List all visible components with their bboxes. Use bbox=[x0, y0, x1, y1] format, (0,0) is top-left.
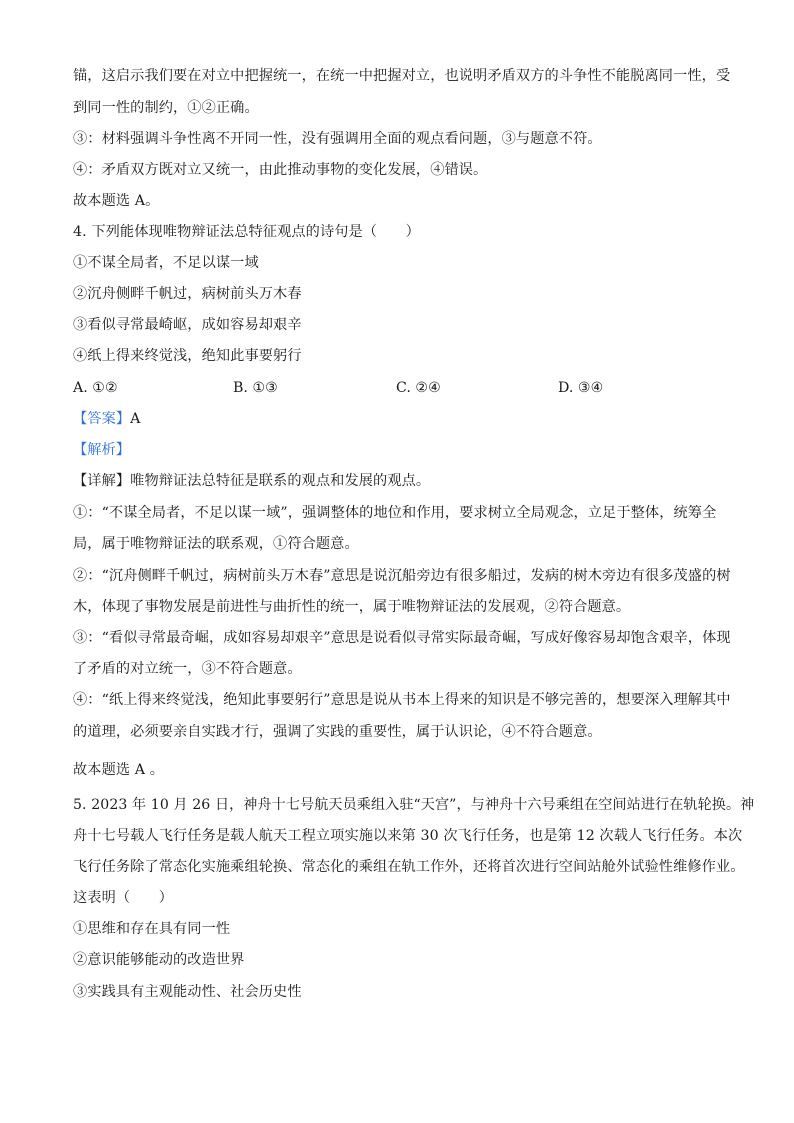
question-5-item: ②意识能够能动的改造世界 bbox=[73, 952, 245, 968]
question-5-stem: 这表明（ ） bbox=[73, 890, 174, 906]
answer-tag: 【答案】 bbox=[73, 411, 131, 427]
question-5-stem: 飞行任务除了常态化实施乘组轮换、常态化的乘组在轨工作外，还将首次进行空间站舱外试验性维修作业。 bbox=[73, 859, 745, 875]
option-d: D. ③④ bbox=[558, 380, 604, 396]
option-b: B. ①③ bbox=[233, 380, 278, 396]
option-a: A. ①② bbox=[73, 380, 118, 396]
text-line: ④：矛盾双方既对立又统一，由此推动事物的变化发展，④错误。 bbox=[73, 162, 488, 178]
option-c: C. ②④ bbox=[396, 380, 441, 396]
detail-line bbox=[73, 471, 430, 491]
answer-line bbox=[73, 409, 141, 429]
explain-line: 了矛盾的对立统一，③不符合题意。 bbox=[73, 661, 302, 677]
explain-line: 木，体现了事物发展是前进性与曲折性的统一，属于唯物辩证法的发展观，②符合题意。 bbox=[73, 599, 631, 615]
answer-value: A bbox=[130, 411, 141, 427]
question-5-item: ③实践具有主观能动性、社会历史性 bbox=[73, 984, 302, 1000]
text-line: 故本题选 A。 bbox=[73, 193, 160, 209]
analysis-line bbox=[73, 440, 130, 460]
detail-tag: 【详解】 bbox=[73, 473, 131, 489]
explain-line: 局，属于唯物辩证法的联系观，①符合题意。 bbox=[73, 536, 359, 552]
text-line: 到同一性的制约，①②正确。 bbox=[73, 100, 259, 116]
explain-line: ④：“纸上得来终觉浅，绝知此事要躬行”意思是说从书本上得来的知识是不够完善的，想要深入理解其中 bbox=[73, 692, 731, 708]
analysis-tag: 【解析】 bbox=[73, 442, 131, 458]
question-5-stem: 舟十七号载人飞行任务是载人航天工程立项实施以来第 30 次飞行任务，也是第 12 次载人飞行任务。本次 bbox=[73, 828, 743, 844]
question-4-item: ③看似寻常最崎岖，成如容易却艰辛 bbox=[73, 317, 302, 333]
explain-line: 故本题选 A 。 bbox=[73, 762, 165, 778]
question-4-item: ①不谋全局者，不足以谋一域 bbox=[73, 255, 259, 271]
explain-line: ③：“看似寻常最奇崛，成如容易却艰辛”意思是说看似寻常实际最奇崛，写成好像容易却饱含艰辛，体现 bbox=[73, 630, 731, 646]
question-4-item: ②沉舟侧畔千帆过，病树前头万木春 bbox=[73, 286, 302, 302]
text-line: ③：材料强调斗争性离不开同一性，没有强调用全面的观点看问题，③与题意不符。 bbox=[73, 131, 602, 147]
explain-line: ②：“沉舟侧畔千帆过，病树前头万木春”意思是说沉船旁边有很多船过，发病的树木旁边有很多茂盛的树 bbox=[73, 568, 731, 584]
explain-line: 的道理，必须要亲自实践才行，强调了实践的重要性，属于认识论，④不符合题意。 bbox=[73, 724, 602, 740]
detail-text: 唯物辩证法总特征是联系的观点和发展的观点。 bbox=[130, 473, 431, 489]
question-5-stem: 5. 2023 年 10 月 26 日，神舟十七号航天员乘组入驻“天宫”，与神舟十六号乘组在空间站进行在轨轮换。神 bbox=[73, 797, 755, 813]
explain-line: ①：“不谋全局者，不足以谋一域”，强调整体的地位和作用，要求树立全局观念，立足于整体，统筹全 bbox=[73, 505, 717, 521]
question-4-stem: 4. 下列能体现唯物辩证法总特征观点的诗句是（ ） bbox=[73, 224, 420, 240]
text-line: 锚，这启示我们要在对立中把握统一，在统一中把握对立，也说明矛盾双方的斗争性不能脱离同一性，受 bbox=[73, 68, 731, 84]
question-4-item: ④纸上得来终觉浅，绝知此事要躬行 bbox=[73, 348, 302, 364]
question-5-item: ①思维和存在具有同一性 bbox=[73, 921, 231, 937]
